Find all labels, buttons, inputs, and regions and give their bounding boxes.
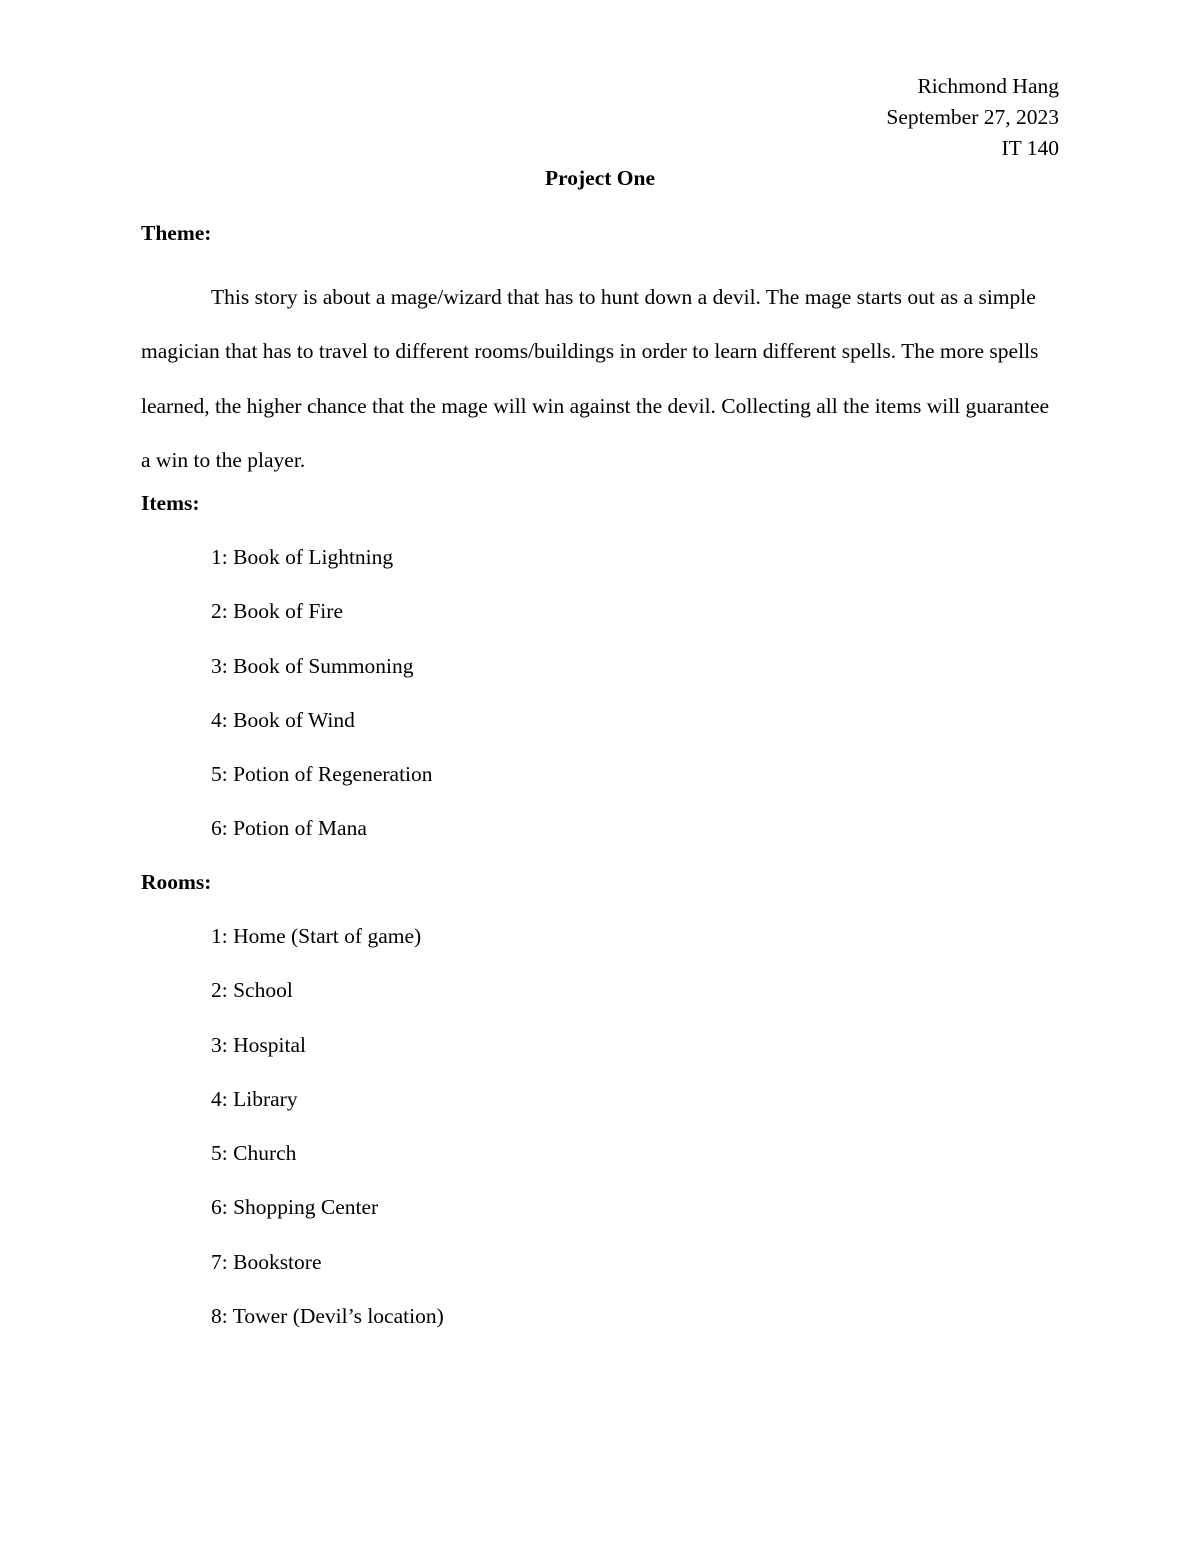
list-item: 1: Home (Start of game)	[211, 924, 422, 948]
list-item: 3: Hospital	[211, 1032, 306, 1057]
list-item: 4: Library	[211, 1086, 298, 1111]
list-item: 2: School	[211, 978, 293, 1003]
list-item: 2: Book of Fire	[211, 599, 343, 624]
list-item: 5: Church	[211, 1141, 297, 1166]
list-item: 7: Bookstore	[211, 1249, 322, 1274]
theme-paragraph: This story is about a mage/wizard that has to hunt down a devil. The mage starts out as a simple magician that has to travel to different rooms/buildings in order to learn different spells. The more spells learned, the higher chance that the mage will win against the devil. Collecting all the items will guarantee a win to the player.	[141, 285, 1050, 472]
rooms-list	[211, 909, 444, 1343]
list-item: 1: Book of Lightning	[211, 545, 394, 569]
list-item: 4: Book of Wind	[211, 707, 355, 732]
list-item: 6: Potion of Mana	[211, 816, 367, 841]
document-title: Project One	[544, 166, 656, 190]
items-list	[211, 530, 433, 856]
list-item: 6: Shopping Center	[211, 1195, 379, 1220]
author-name: Richmond Hang	[917, 74, 1059, 98]
list-item: 5: Potion of Regeneration	[211, 762, 433, 787]
rooms-heading: Rooms:	[141, 870, 212, 894]
theme-heading: Theme:	[141, 221, 212, 245]
course-code: IT 140	[1001, 136, 1059, 160]
list-item: 8: Tower (Devil’s location)	[211, 1304, 444, 1329]
items-heading: Items:	[141, 491, 200, 515]
list-item: 3: Book of Summoning	[211, 653, 414, 678]
document-date: September 27, 2023	[886, 105, 1059, 129]
